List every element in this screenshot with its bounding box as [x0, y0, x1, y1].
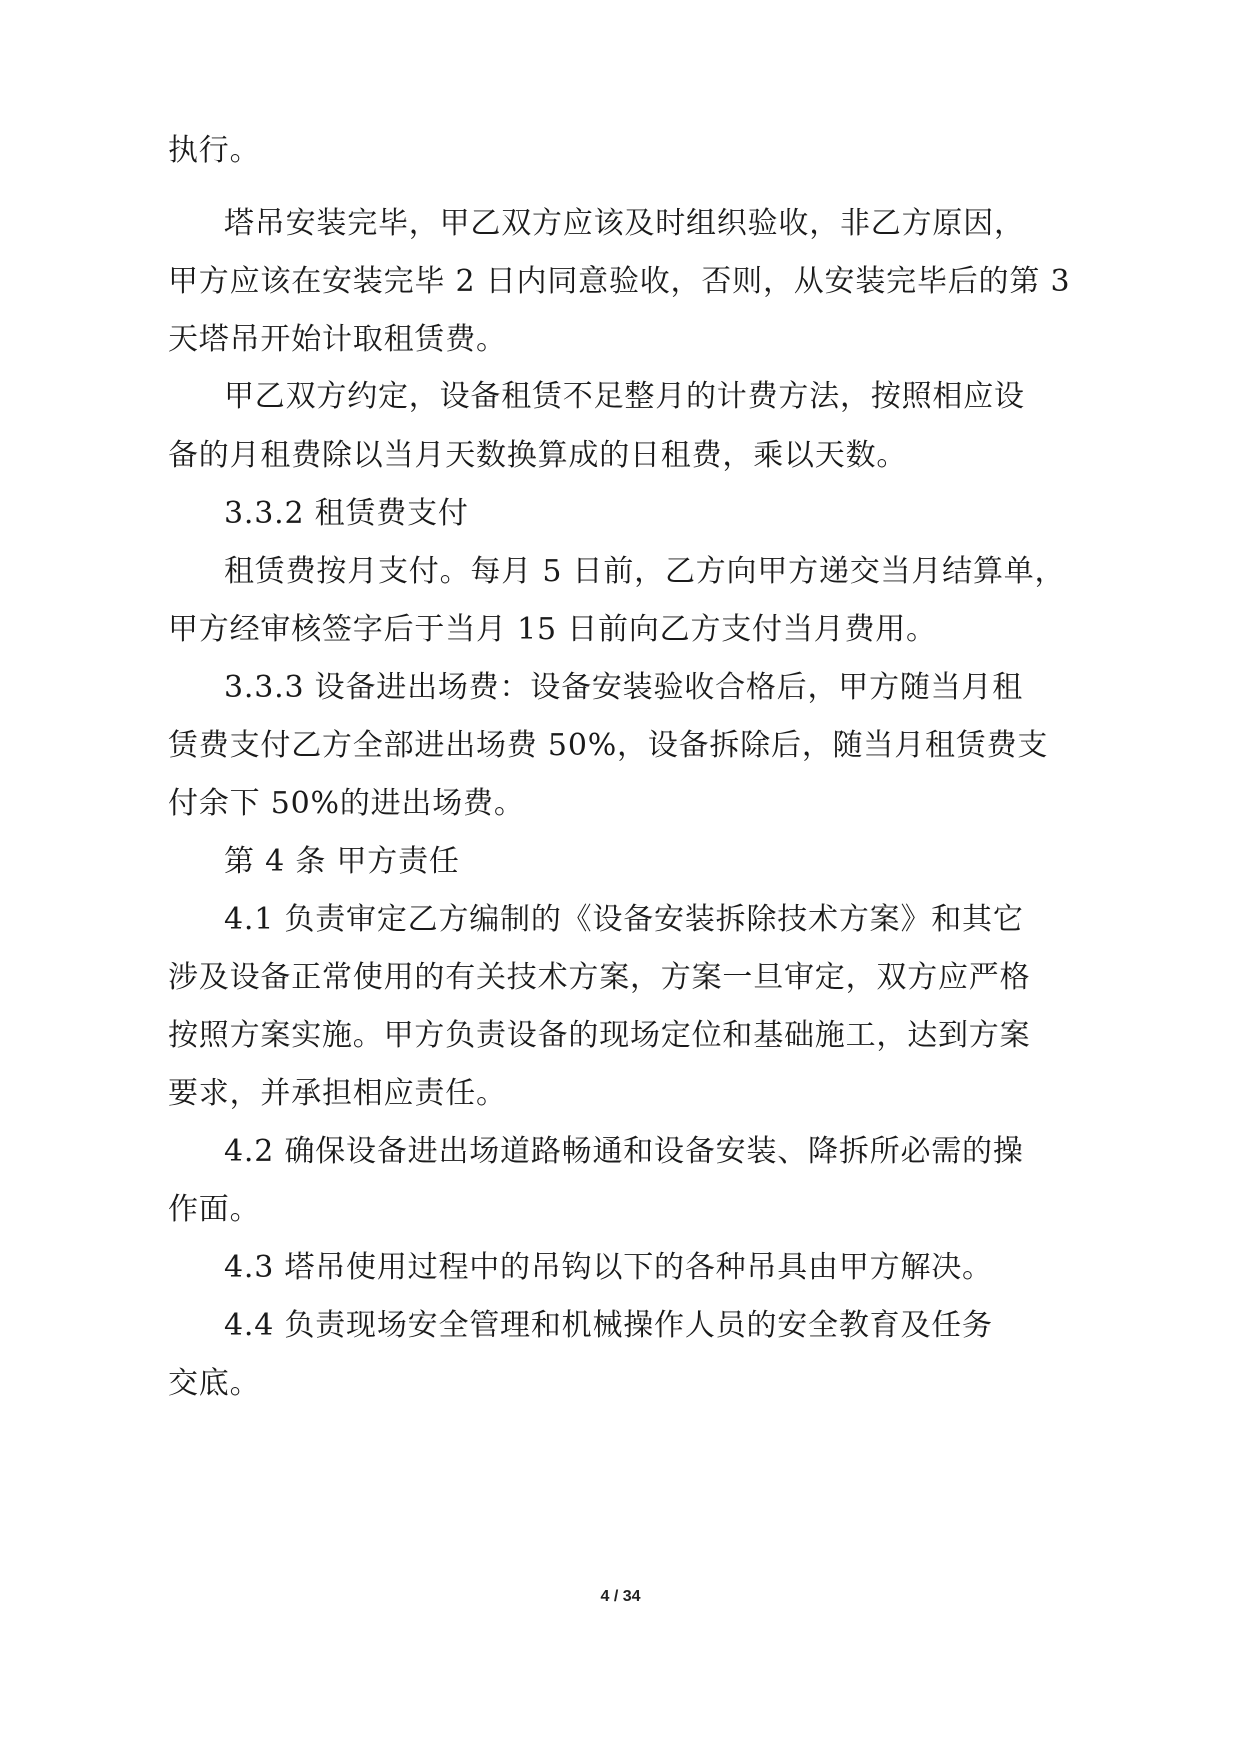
text-line: 甲乙双方约定，设备租赁不足整月的计费方法，按照相应设: [224, 379, 1025, 414]
text-line: 租赁费按月支付。每月 5 日前，乙方向甲方递交当月结算单，: [224, 554, 1066, 589]
text-line: 4.1 负责审定乙方编制的《设备安装拆除技术方案》和其它: [224, 902, 1024, 937]
text-line: 4.4 负责现场安全管理和机械操作人员的安全教育及任务: [224, 1308, 993, 1343]
text-line: 赁费支付乙方全部进出场费 50%，设备拆除后，随当月租赁费支: [168, 728, 1049, 763]
text-line: 天塔吊开始计取租赁费。: [168, 322, 507, 357]
page-number: 4 / 34: [600, 1588, 641, 1605]
text-line: 交底。: [168, 1366, 261, 1401]
section-heading: 3.3.2 租赁费支付: [224, 496, 469, 531]
text-line: 涉及设备正常使用的有关技术方案，方案一旦审定，双方应严格: [168, 960, 1031, 995]
text-line: 要求，并承担相应责任。: [168, 1076, 507, 1111]
text-line: 执行。: [168, 133, 261, 168]
text-line: 3.3.3 设备进出场费：设备安装验收合格后，甲方随当月租: [224, 670, 1024, 705]
text-line: 付余下 50%的进出场费。: [168, 786, 525, 821]
text-line: 备的月租费除以当月天数换算成的日租费，乘以天数。: [168, 438, 908, 473]
article-heading: 第 4 条 甲方责任: [224, 844, 460, 879]
text-line: 作面。: [168, 1192, 261, 1227]
text-line: 4.3 塔吊使用过程中的吊钩以下的各种吊具由甲方解决。: [224, 1250, 993, 1285]
text-line: 甲方应该在安装完毕 2 日内同意验收，否则，从安装完毕后的第 3: [168, 264, 1071, 299]
text-line: 甲方经审核签字后于当月 15 日前向乙方支付当月费用。: [168, 612, 937, 647]
text-line: 塔吊安装完毕，甲乙双方应该及时组织验收，非乙方原因，: [224, 206, 1025, 241]
text-line: 4.2 确保设备进出场道路畅通和设备安装、降拆所必需的操: [224, 1134, 1024, 1169]
text-line: 按照方案实施。甲方负责设备的现场定位和基础施工，达到方案: [168, 1018, 1031, 1053]
